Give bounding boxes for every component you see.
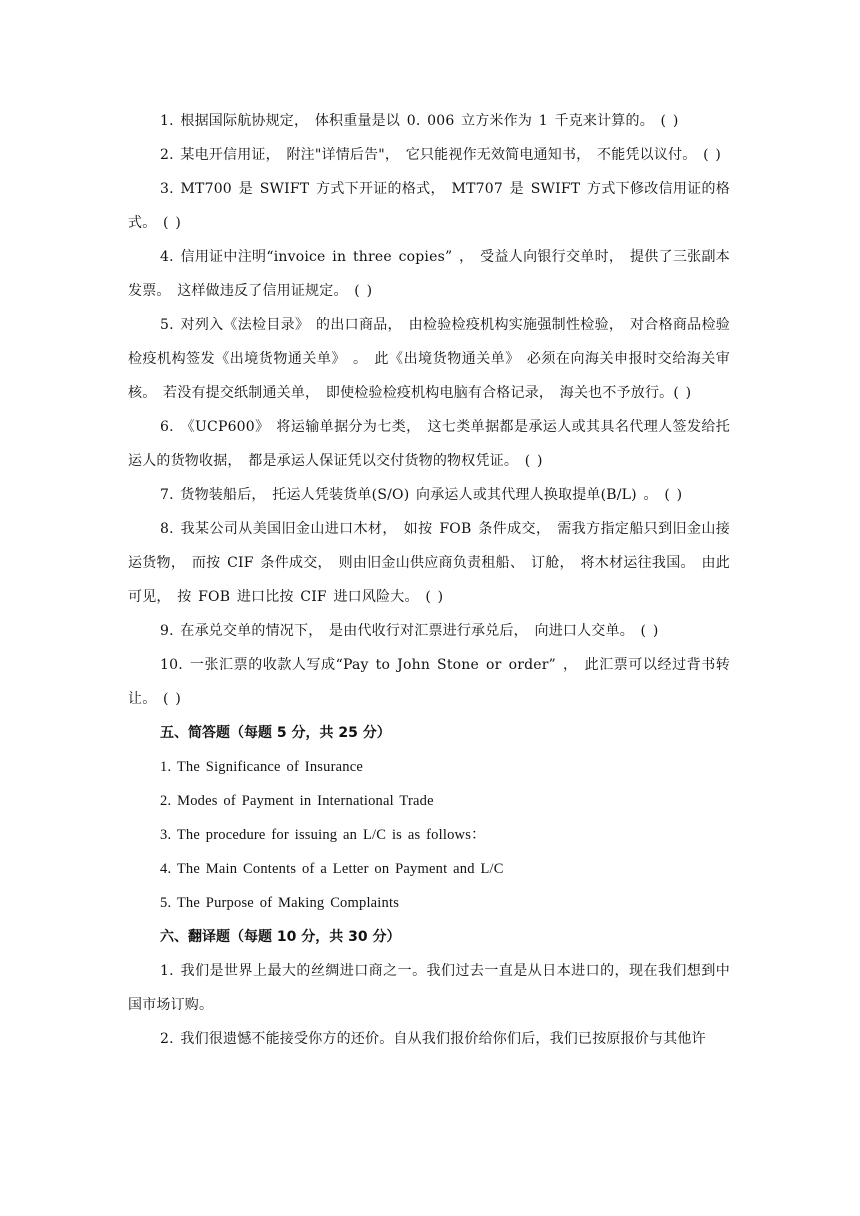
judgment-item-1: 1. 根据国际航协规定， 体积重量是以 0. 006 立方米作为 1 千克来计算的。 ( ) <box>160 113 679 129</box>
short-answer-item-3: 3. The procedure for issuing an L/C is as follows： <box>160 827 486 843</box>
judgment-item-5: 5. 对列入《法检目录》 的出口商品， 由检验检疫机构实施强制性检验， 对合格商品检验检疫机构签发《出境货物通关单》 。 此《出境货物通关单》 必须在向海关申报时交给海关审核。 若没有提交纸制通关单， 即使检验检疫机构电脑有合格记录， 海关也不予放行。( ) <box>128 317 730 401</box>
judgment-item-4: 4. 信用证中注明“invoice in three copies” ， 受益人向银行交单时， 提供了三张副本发票。 这样做违反了信用证规定。 ( ) <box>128 249 730 299</box>
section-heading-translation: 六、翻译题（每题 10 分，共 30 分） <box>160 929 401 945</box>
judgment-item-7: 7. 货物装船后， 托运人凭装货单(S/O) 向承运人或其代理人换取提单(B/L) 。 ( ) <box>160 487 683 503</box>
judgment-item-10: 10. 一张汇票的收款人写成“Pay to John Stone or order” ， 此汇票可以经过背书转让。 ( ) <box>128 657 730 707</box>
short-answer-item-1: 1. The Significance of Insurance <box>160 759 363 775</box>
section-heading-short-answer: 五、简答题（每题 5 分，共 25 分） <box>160 725 391 741</box>
short-answer-item-5: 5. The Purpose of Making Complaints <box>160 895 400 911</box>
short-answer-section <box>128 716 730 920</box>
judgment-item-2: 2. 某电开信用证， 附注"详情后告"， 它只能视作无效简电通知书， 不能凭以议付。 ( ) <box>160 147 722 163</box>
short-answer-item-2: 2. Modes of Payment in International Trade <box>160 793 434 809</box>
judgment-item-8: 8. 我某公司从美国旧金山进口木材， 如按 FOB 条件成交， 需我方指定船只到旧金山接运货物， 而按 CIF 条件成交， 则由旧金山供应商负责租船、 订舱， 将木材运往我国。 由此可见， 按 FOB 进口比按 CIF 进口风险大。 ( ) <box>128 521 730 605</box>
judgment-item-6: 6. 《UCP600》 将运输单据分为七类， 这七类单据都是承运人或其具名代理人签发给托运人的货物收据， 都是承运人保证凭以交付货物的物权凭证。 ( ) <box>128 419 730 469</box>
translation-item-2: 2. 我们很遗憾不能接受你方的还价。自从我们报价给你们后，我们已按原报价与其他许 <box>160 1031 706 1047</box>
judgment-item-3: 3. MT700 是 SWIFT 方式下开证的格式， MT707 是 SWIFT 方式下修改信用证的格式。 ( ) <box>128 181 730 231</box>
translation-item-1: 1. 我们是世界上最大的丝绸进口商之一。我们过去一直是从日本进口的，现在我们想到中国市场订购。 <box>128 963 730 1013</box>
document-body <box>128 104 730 1056</box>
judgment-item-9: 9. 在承兑交单的情况下， 是由代收行对汇票进行承兑后， 向进口人交单。 ( ) <box>160 623 659 639</box>
translation-section <box>128 920 730 1056</box>
judgment-question-list <box>128 104 730 716</box>
short-answer-item-4: 4. The Main Contents of a Letter on Payment and L/C <box>160 861 504 877</box>
